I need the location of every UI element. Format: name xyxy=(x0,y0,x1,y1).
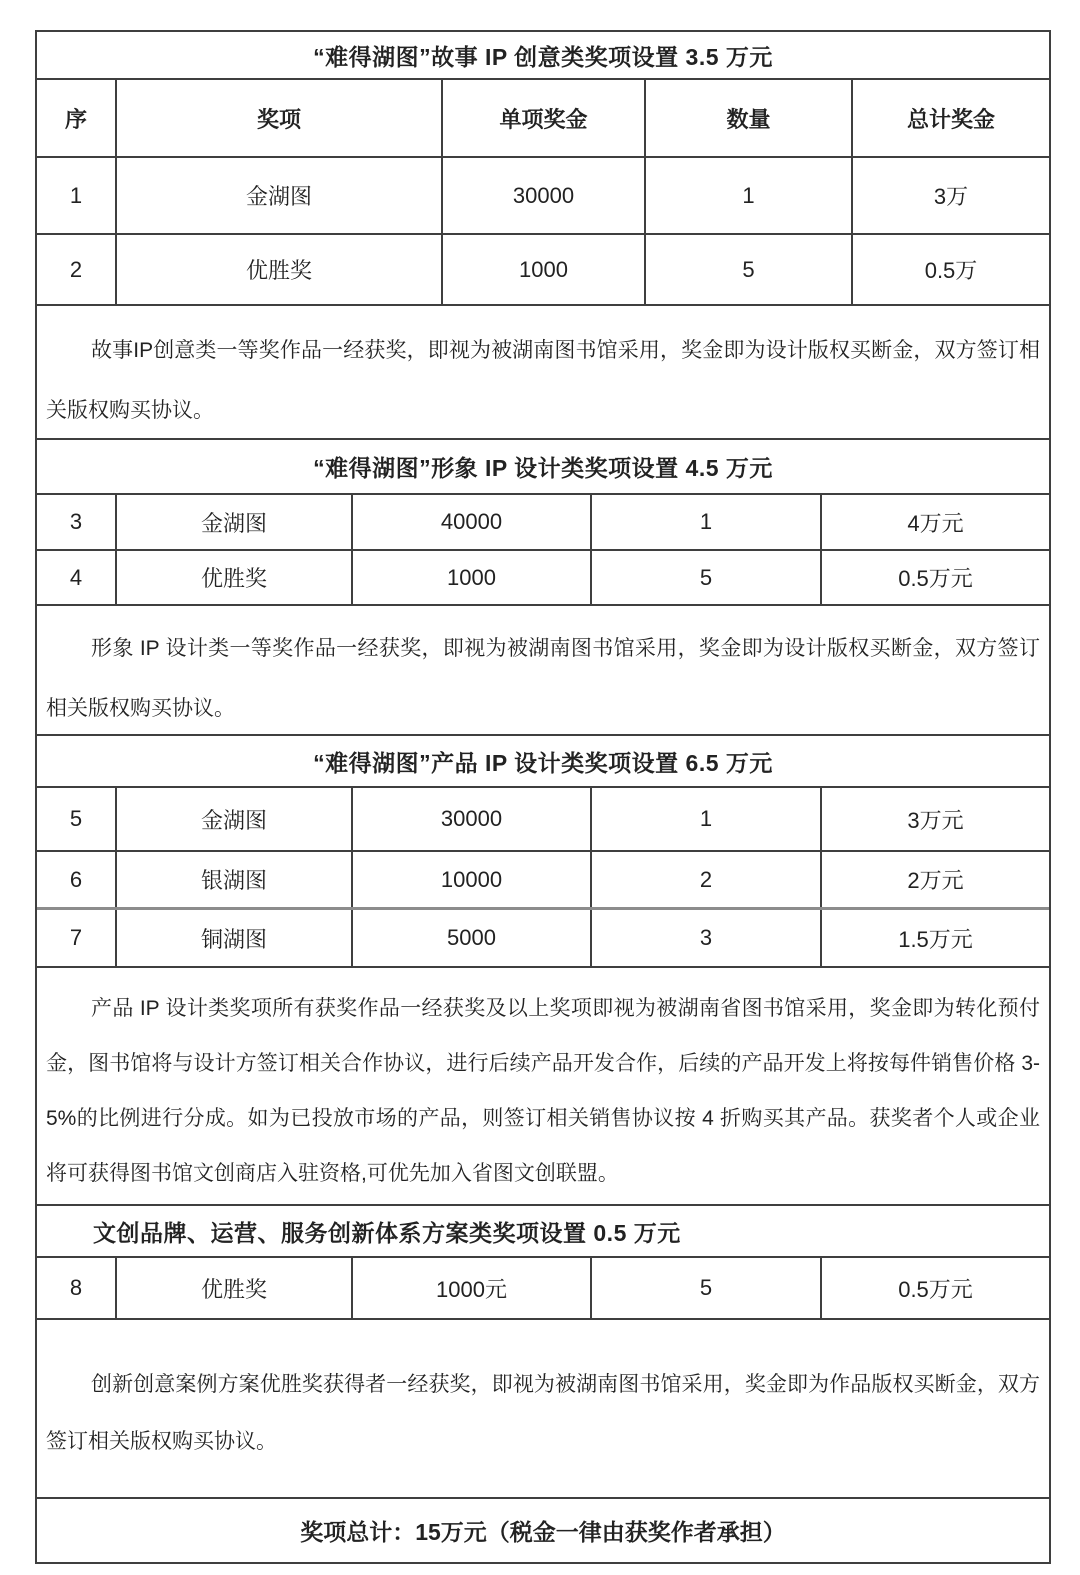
cell-total-prize: 1.5万元 xyxy=(898,926,973,952)
cell-quantity: 1 xyxy=(646,158,853,233)
cell-award-name: 优胜奖 xyxy=(117,235,443,304)
cell-total-prize: 3万 xyxy=(933,184,969,209)
cell-single-prize: 1000元 xyxy=(353,1258,592,1318)
cell-single-prize: 5000 xyxy=(353,910,592,966)
column-header-row xyxy=(37,80,1049,158)
cell-quantity: 5 xyxy=(592,1258,822,1318)
cell-award-name: 银湖图 xyxy=(117,852,353,907)
cell-seq: 5 xyxy=(37,788,117,850)
cell-award-name: 金湖图 xyxy=(117,158,443,233)
award-row-4 xyxy=(37,551,1049,606)
section-title-image-ip: “难得湖图”形象 IP 设计类奖项设置 4.5 万元 xyxy=(37,440,1049,495)
award-row-7 xyxy=(37,910,1049,968)
cell-quantity: 1 xyxy=(592,788,822,850)
award-total-footer: 奖项总计：15万元（税金一律由获奖作者承担） xyxy=(300,1519,786,1545)
section-note-story-ip: 故事IP创意类一等奖作品一经获奖，即视为被湖南图书馆采用，奖金即为设计版权买断金，双方签订相关版权购买协议。 xyxy=(37,306,1049,440)
section-note-image-ip: 形象 IP 设计类一等奖作品一经获奖，即视为被湖南图书馆采用，奖金即为设计版权买断金，双方签订相关版权购买协议。 xyxy=(37,606,1049,736)
cell-seq: 8 xyxy=(37,1258,117,1318)
award-table xyxy=(35,30,1051,1564)
cell-seq: 6 xyxy=(37,852,117,907)
cell-seq: 3 xyxy=(37,495,117,549)
cell-award-name: 铜湖图 xyxy=(117,910,353,966)
header-seq: 序 xyxy=(37,80,117,156)
section-title-story-ip: “难得湖图”故事 IP 创意类奖项设置 3.5 万元 xyxy=(37,32,1049,80)
cell-single-prize: 30000 xyxy=(443,158,646,233)
cell-quantity: 5 xyxy=(646,235,853,304)
cell-quantity: 1 xyxy=(592,495,822,549)
cell-quantity: 5 xyxy=(592,551,822,604)
award-row-2 xyxy=(37,235,1049,306)
cell-award-name: 金湖图 xyxy=(117,788,353,850)
cell-total-prize: 3万元 xyxy=(907,807,964,833)
award-row-3 xyxy=(37,495,1049,551)
cell-total-prize: 4万元 xyxy=(907,510,964,536)
cell-award-name: 优胜奖 xyxy=(117,1258,353,1318)
section-note-product-ip: 产品 IP 设计类奖项所有获奖作品一经获奖及以上奖项即视为被湖南省图书馆采用，奖金即为转化预付金，图书馆将与设计方签订相关合作协议，进行后续产品开发合作，后续的产品开发上将按每件销售价格 3-5%的比例进行分成。如为已投放市场的产品，则签订相关销售协议按 4 折购买其产品。获奖者个人或企业将可获得图书馆文创商店入驻资格,可优先加入省图文创联盟。 xyxy=(37,968,1049,1206)
award-row-8 xyxy=(37,1258,1049,1320)
award-row-5 xyxy=(37,788,1049,852)
cell-award-name: 金湖图 xyxy=(117,495,353,549)
cell-single-prize: 40000 xyxy=(353,495,592,549)
section-title-brand-service: 文创品牌、运营、服务创新体系方案类奖项设置 0.5 万元 xyxy=(37,1206,1049,1258)
cell-quantity: 2 xyxy=(592,852,822,907)
cell-seq: 1 xyxy=(37,158,117,233)
cell-single-prize: 1000 xyxy=(443,235,646,304)
cell-seq: 2 xyxy=(37,235,117,304)
cell-total-prize: 0.5万 xyxy=(924,258,978,283)
cell-seq: 7 xyxy=(37,910,117,966)
section-note-brand-service: 创新创意案例方案优胜奖获得者一经获奖，即视为被湖南图书馆采用，奖金即为作品版权买断金，双方签订相关版权购买协议。 xyxy=(37,1320,1049,1499)
cell-quantity: 3 xyxy=(592,910,822,966)
cell-single-prize: 10000 xyxy=(353,852,592,907)
cell-total-prize: 0.5万元 xyxy=(898,566,973,591)
cell-total-prize: 2万元 xyxy=(907,868,964,893)
cell-total-prize: 0.5万元 xyxy=(898,1276,973,1302)
award-row-1 xyxy=(37,158,1049,235)
section-title-product-ip: “难得湖图”产品 IP 设计类奖项设置 6.5 万元 xyxy=(37,736,1049,788)
header-quantity: 数量 xyxy=(646,80,853,156)
header-award: 奖项 xyxy=(117,80,443,156)
cell-award-name: 优胜奖 xyxy=(117,551,353,604)
award-row-6 xyxy=(37,852,1049,910)
cell-single-prize: 30000 xyxy=(353,788,592,850)
header-total-prize: 总计奖金 xyxy=(906,106,995,132)
cell-single-prize: 1000 xyxy=(353,551,592,604)
cell-seq: 4 xyxy=(37,551,117,604)
header-single-prize: 单项奖金 xyxy=(443,80,646,156)
